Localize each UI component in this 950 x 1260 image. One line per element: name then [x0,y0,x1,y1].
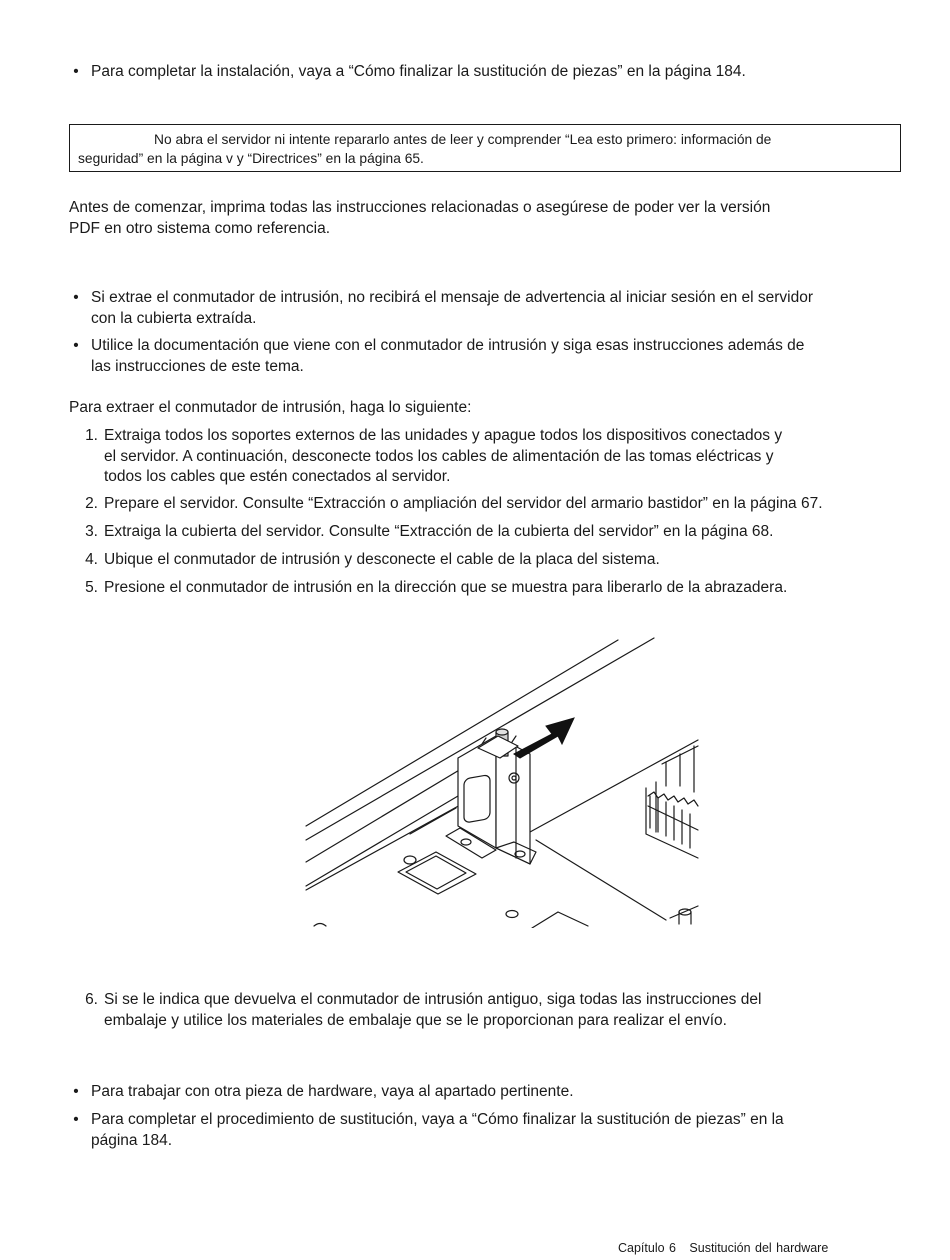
procedure-intro: Para extraer el conmutador de intrusión, haga lo siguiente: [69,399,472,416]
bullet-dot: • [73,1083,79,1100]
note-line-1: Utilice la documentación que viene con el conmutador de intrusión y siga esas instrucciones además de [91,337,805,354]
intro-line-2: PDF en otro sistema como referencia. [69,219,331,237]
warning-line-1: No abra el servidor ni intente repararlo antes de leer y comprender “Lea esto primero: información de [154,132,772,147]
note-line-1: Si extrae el conmutador de intrusión, no recibirá el mensaje de advertencia al iniciar sesión en el servidor [91,289,813,306]
bullet-dot: • [73,289,79,306]
footer-chapter: Capítulo 6 [618,1241,676,1255]
step-line: Extraiga todos los soportes externos de las unidades y apague todos los dispositivos conectados y [104,427,783,444]
step-number: 2. [85,495,98,512]
bullet-dot: • [73,63,79,80]
step-line: Presione el conmutador de intrusión en la dirección que se muestra para liberarlo de la abrazadera. [104,579,788,596]
warning-box [69,124,901,172]
step-line: Si se le indica que devuelva el conmutador de intrusión antiguo, siga todas las instrucciones del [104,991,762,1008]
warning-line-2: seguridad” en la página v y “Directrices” en la página 65. [78,151,424,166]
step-line: Ubique el conmutador de intrusión y desconecte el cable de la placa del sistema. [104,551,660,568]
step-number: 6. [85,991,98,1008]
bullet-text: Para completar la instalación, vaya a “Cómo finalizar la sustitución de piezas” en la página 184. [91,63,746,80]
step-number: 5. [85,579,98,596]
bullet-dot: • [73,1111,79,1128]
intro-line-1: Antes de comenzar, imprima todas las instrucciones relacionadas o asegúrese de poder ver la versión [69,199,771,216]
step-line: Prepare el servidor. Consulte “Extracción o ampliación del servidor del armario bastidor” en la página 67. [104,495,823,512]
step-number: 4. [85,551,98,568]
intrusion-switch-illustration [300,636,700,928]
bullet-line-2: página 184. [91,1131,173,1149]
footer-title: Sustitución del hardware [689,1241,829,1255]
step-line: todos los cables que estén conectados al servidor. [104,468,451,485]
step-line: Extraiga la cubierta del servidor. Consulte “Extracción de la cubierta del servidor” en la página 68. [104,523,774,540]
bullet-line-1: Para completar el procedimiento de sustitución, vaya a “Cómo finalizar la sustitución de piezas” en la [91,1111,784,1128]
note-line-2: las instrucciones de este tema. [91,357,304,375]
push-direction-arrow [514,718,574,758]
step-number: 1. [85,427,98,444]
step-number: 3. [85,523,98,540]
step-line: el servidor. A continuación, desconecte todos los cables de alimentación de las tomas eléctricas y [104,447,774,465]
note-line-2: con la cubierta extraída. [91,309,257,327]
intro-paragraph [69,198,889,239]
page-footer [618,1238,828,1259]
bullet-dot: • [73,337,79,354]
bullet-text: Para trabajar con otra pieza de hardware, vaya al apartado pertinente. [91,1083,574,1100]
step-line: embalaje y utilice los materiales de embalaje que se le proporcionan para realizar el envío. [104,1011,727,1029]
